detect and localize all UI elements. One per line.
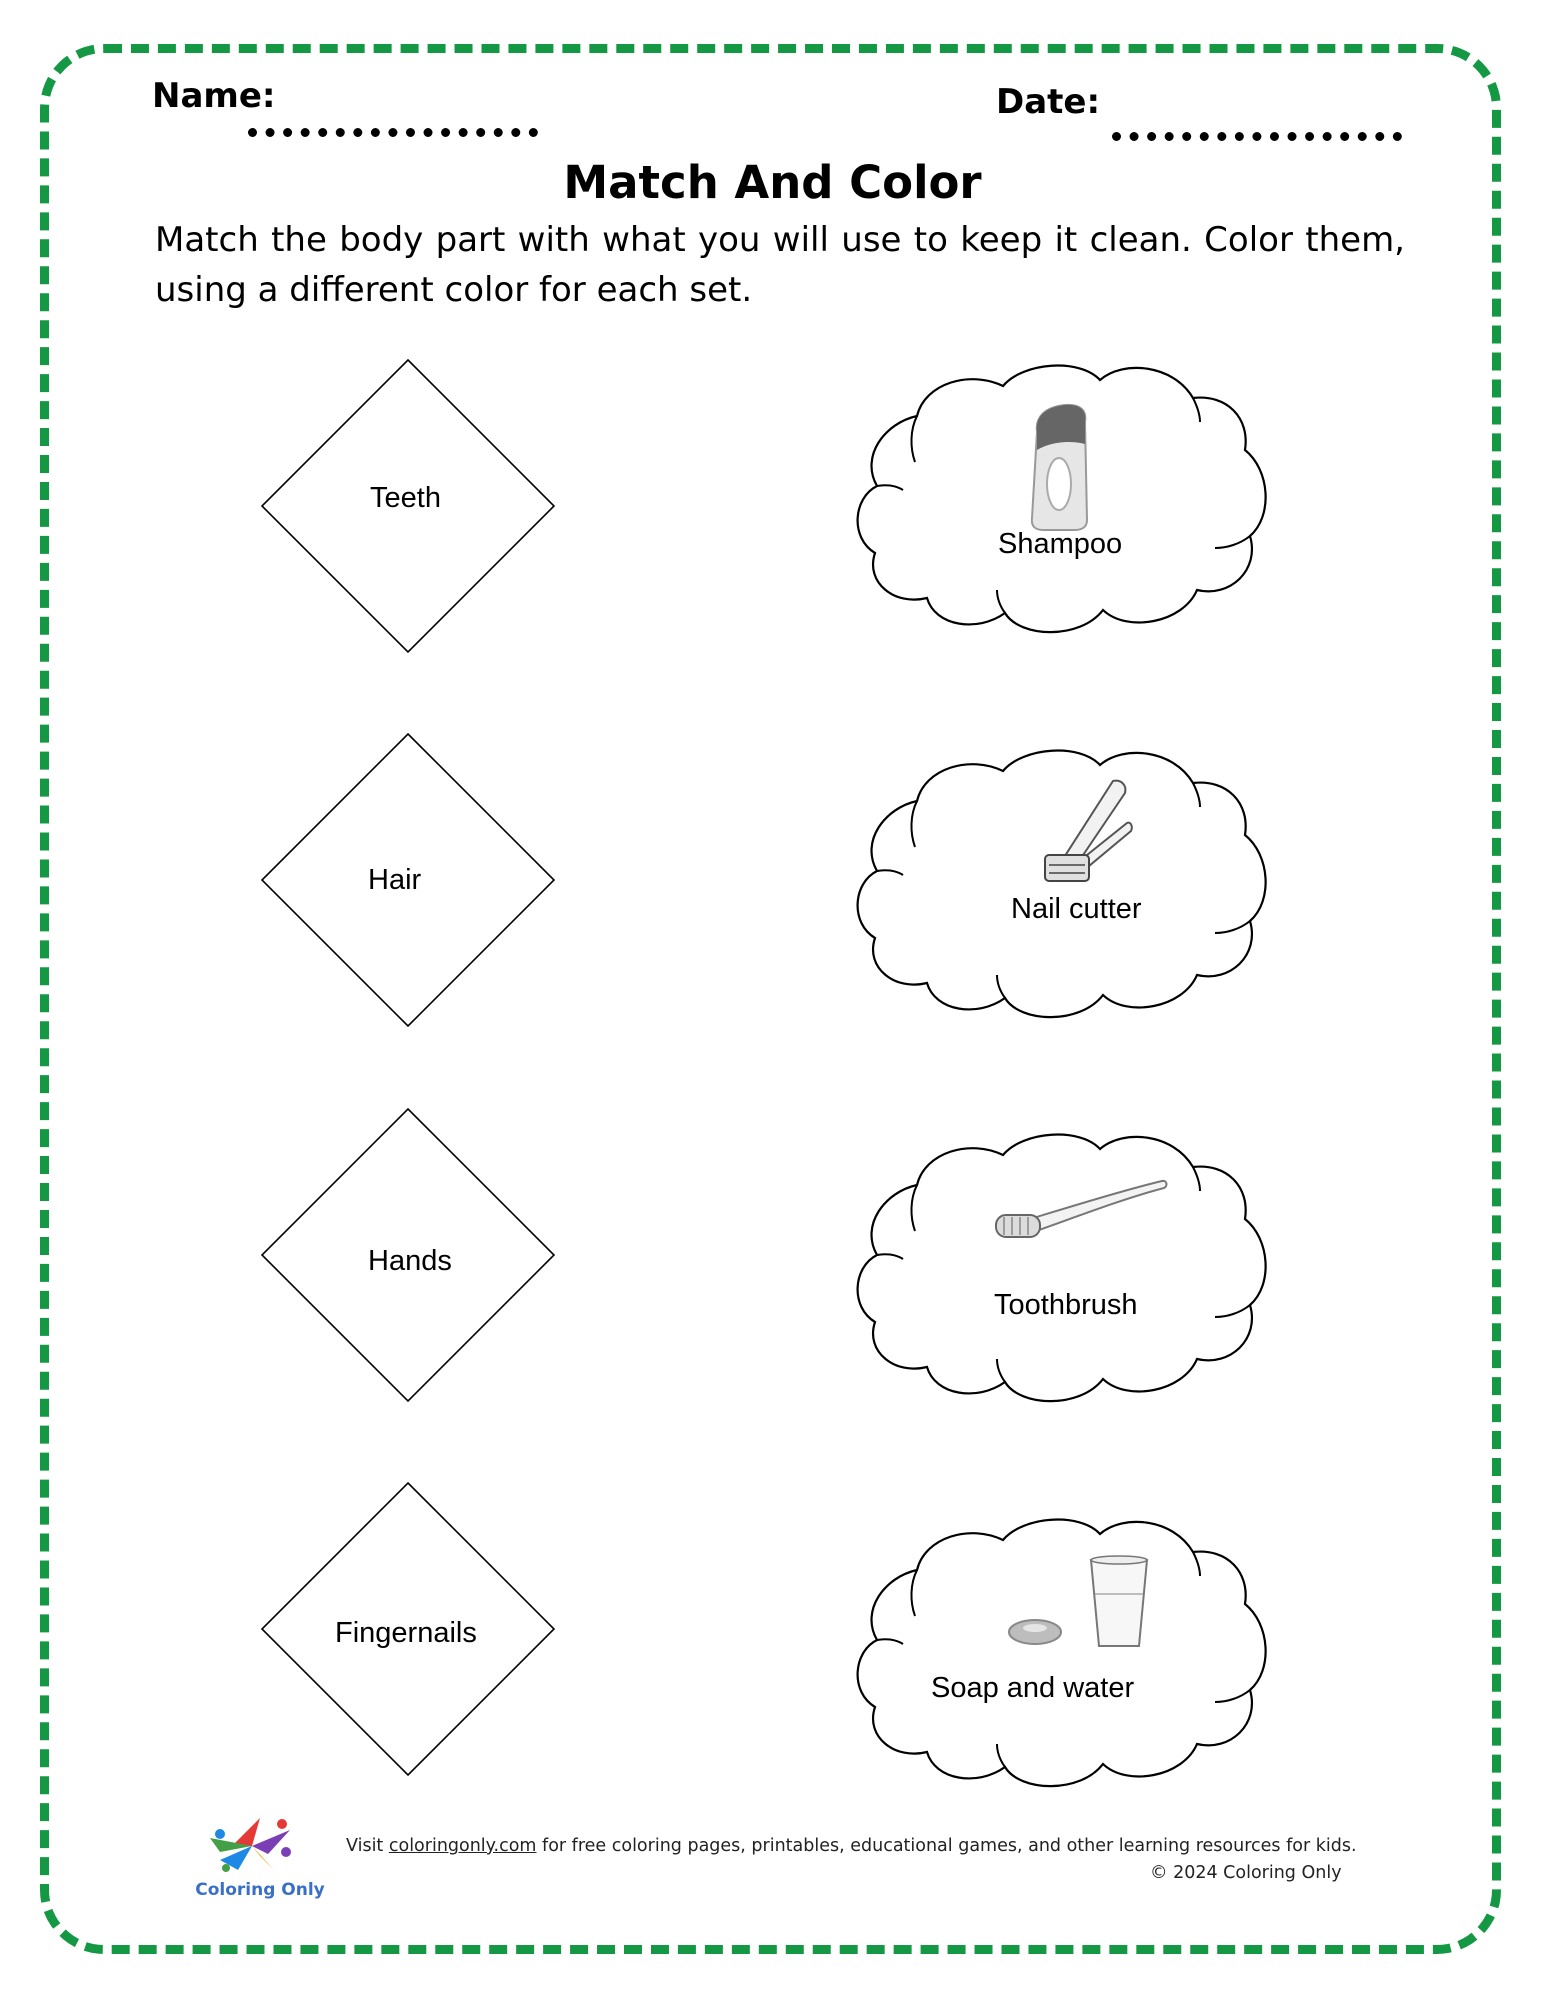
diamond-label: Hair (368, 864, 422, 896)
logo-text: Coloring Only (195, 1880, 325, 1900)
instructions-text: Match the body part with what you will use to keep it clean. Color them, using a different color for each set. (155, 220, 1405, 310)
nail-cutter-icon (1035, 775, 1135, 890)
name-line[interactable] (248, 128, 538, 137)
date-label: Date: (996, 82, 1101, 122)
diamond-label: Fingernails (335, 1617, 477, 1649)
cloud-label: Toothbrush (994, 1289, 1138, 1321)
diamond-hands[interactable] (260, 1107, 556, 1403)
cloud-soap-and-water[interactable] (855, 1512, 1275, 1792)
footer-visit-suffix: for free coloring pages, printables, educational games, and other learning resources for kids. (536, 1836, 1357, 1856)
shampoo-bottle-icon (1025, 402, 1095, 532)
cloud-nail-cutter[interactable] (855, 743, 1275, 1023)
diamond-label: Teeth (370, 482, 441, 514)
footer-visit-prefix: Visit (346, 1836, 389, 1856)
coloring-only-logo[interactable] (190, 1808, 330, 1908)
cloud-label: Soap and water (931, 1672, 1135, 1704)
toothbrush-icon (990, 1177, 1170, 1247)
date-line[interactable] (1112, 132, 1402, 141)
diamond-hair[interactable] (260, 732, 556, 1028)
cloud-toothbrush[interactable] (855, 1127, 1275, 1407)
soap-and-glass-icon (1005, 1554, 1165, 1654)
footer-visit-text (346, 1836, 1357, 1856)
footer-copyright: © 2024 Coloring Only (1150, 1863, 1342, 1883)
cloud-shampoo[interactable] (855, 358, 1275, 638)
cloud-shape (855, 1127, 1275, 1407)
page-title: Match And Color (563, 156, 982, 209)
logo-star-icon (190, 1808, 330, 1878)
cloud-label: Shampoo (998, 528, 1123, 560)
name-label: Name: (152, 76, 276, 116)
diamond-teeth[interactable] (260, 358, 556, 654)
footer-link[interactable]: coloringonly.com (388, 1836, 537, 1856)
diamond-fingernails[interactable] (260, 1481, 556, 1777)
diamond-label: Hands (368, 1245, 452, 1277)
cloud-label: Nail cutter (1011, 893, 1142, 925)
